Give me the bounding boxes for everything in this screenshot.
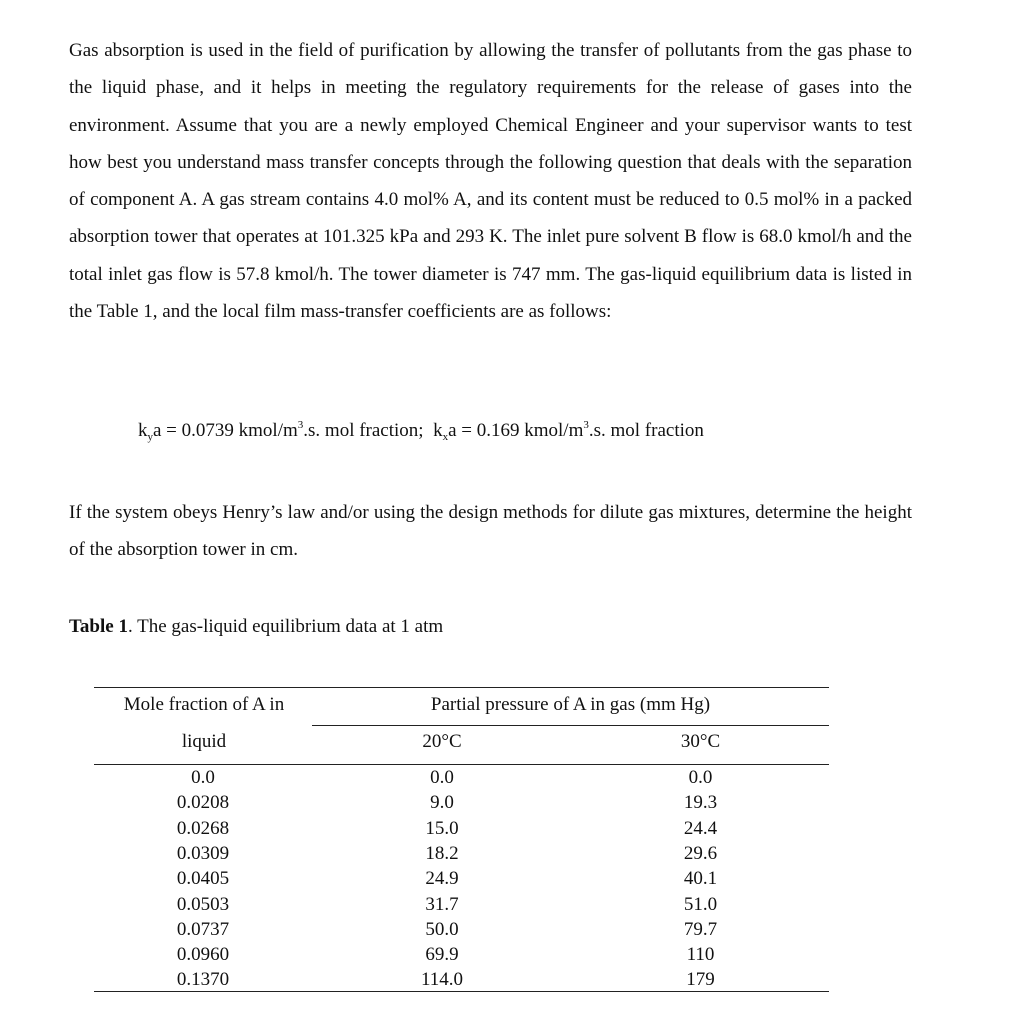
mass-transfer-coefficients: [138, 412, 704, 449]
table-caption-text: . The gas-liquid equilibrium data at 1 atm: [127, 616, 444, 637]
table-row: [94, 967, 829, 993]
cell-pressure-30c: 24.4: [683, 817, 718, 839]
cell-pressure-30c: 19.3: [683, 792, 718, 814]
table-caption-label: Table 1: [69, 616, 128, 637]
cell-pressure-30c: 179: [686, 969, 715, 991]
table-row: [94, 866, 829, 892]
header-mole-fraction-line1: Mole fraction of A in: [123, 694, 285, 715]
table-caption: [69, 608, 443, 645]
cell-mole-fraction: 0.0208: [176, 792, 230, 814]
ky-unit: .s. mol fraction;: [303, 420, 424, 441]
cell-mole-fraction: 0.0960: [176, 944, 230, 966]
table-group-rule: [312, 725, 829, 726]
cell-pressure-30c: 40.1: [683, 868, 718, 890]
kx-value: a = 0.169 kmol/m: [448, 420, 584, 441]
table-row: [94, 816, 829, 842]
table-top-rule: [94, 687, 829, 688]
cell-mole-fraction: 0.1370: [176, 969, 230, 991]
cell-mole-fraction: 0.0268: [176, 817, 230, 839]
cell-mole-fraction: 0.0405: [176, 868, 230, 890]
cell-pressure-30c: 0.0: [688, 767, 713, 788]
cell-pressure-20c: 15.0: [425, 817, 459, 839]
kx-subscript: x: [442, 431, 449, 443]
table-row: [94, 790, 829, 816]
table-row: [94, 765, 829, 791]
cell-pressure-20c: 18.2: [425, 842, 459, 864]
cell-pressure-20c: 24.9: [425, 868, 459, 890]
cell-mole-fraction: 0.0: [191, 767, 215, 788]
cell-mole-fraction: 0.0309: [176, 842, 230, 864]
cell-mole-fraction: 0.0503: [176, 893, 230, 915]
problem-paragraph-intro: Gas absorption is used in the field of purification by allowing the transfer of pollutants from the gas phase to the liquid phase, and it helps in meeting the regulatory requirements for the release of gases into the environment. Assume that you are a newly employed Chemical Engineer and your supervisor wants to test how best you understand mass transfer concepts through the following question that deals with the separation of component A. A gas stream contains 4.0 mol% A, and its content must be reduced to 0.5 mol% in a packed absorption tower that operates at 101.325 kPa and 293 K. The inlet pure solvent B flow is 68.0 kmol/h and the total inlet gas flow is 57.8 kmol/h. The tower diameter is 747 mm. The gas-liquid equilibrium data is listed in the Table 1, and the local film mass-transfer coefficients are as follows:: [69, 40, 912, 323]
table-row: [94, 841, 829, 867]
header-20c: 20°C: [422, 731, 462, 752]
table-row: [94, 917, 829, 943]
kx-superscript: 3: [583, 419, 589, 431]
table-row: [94, 892, 829, 918]
cell-pressure-20c: 69.9: [425, 944, 459, 966]
ky-symbol: k: [138, 420, 148, 441]
cell-pressure-20c: 31.7: [425, 893, 459, 915]
kx-symbol: k: [433, 420, 443, 441]
header-mole-fraction-line2: liquid: [181, 731, 227, 752]
cell-pressure-30c: 110: [686, 944, 715, 966]
cell-pressure-20c: 50.0: [425, 918, 459, 940]
header-partial-pressure: Partial pressure of A in gas (mm Hg): [430, 694, 711, 715]
cell-pressure-30c: 79.7: [683, 918, 718, 940]
ky-superscript: 3: [297, 419, 304, 431]
table-row: [94, 942, 829, 968]
ky-value: a = 0.0739 kmol/m: [153, 420, 298, 441]
kx-unit: .s. mol fraction: [588, 420, 704, 441]
header-30c: 30°C: [680, 731, 721, 752]
cell-pressure-20c: 114.0: [420, 969, 464, 991]
cell-pressure-30c: 51.0: [683, 893, 718, 915]
cell-mole-fraction: 0.0737: [176, 918, 230, 940]
problem-paragraph-question: If the system obeys Henry’s law and/or using the design methods for dilute gas mixtures, determine the height of the absorption tower in cm.: [69, 502, 912, 561]
cell-pressure-20c: 0.0: [430, 767, 454, 788]
cell-pressure-20c: 9.0: [430, 792, 454, 814]
ky-subscript: y: [147, 431, 153, 443]
cell-pressure-30c: 29.6: [683, 842, 718, 864]
table-bottom-rule: [94, 991, 829, 992]
